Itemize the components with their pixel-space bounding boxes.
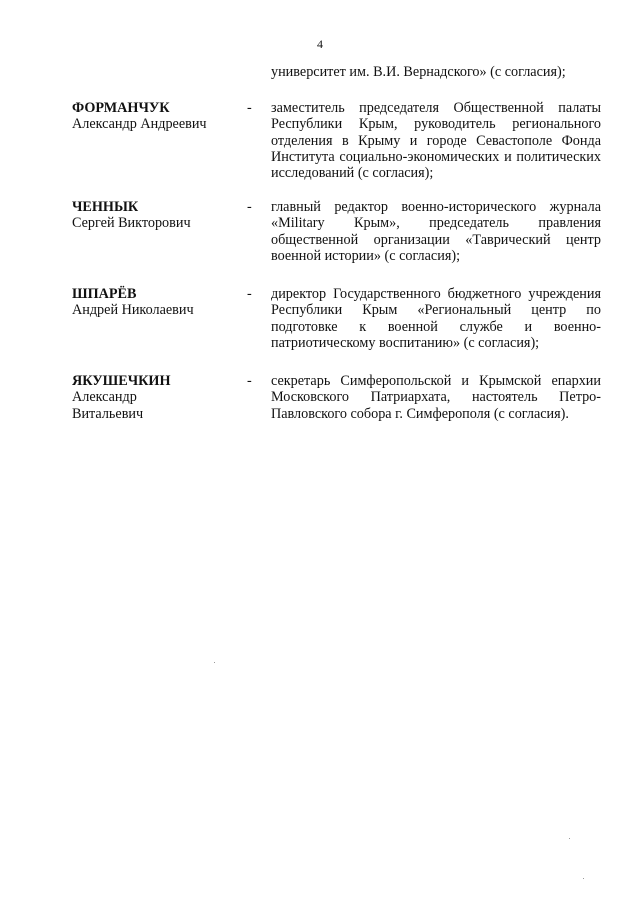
scan-speck bbox=[569, 838, 570, 839]
separator-dash: - bbox=[247, 373, 252, 389]
member-description: директор Государственного бюджетного учреждения Республики Крым «Региональный центр по подготовке к военной службе и военно-патриотическому воспитанию» (с согласия); bbox=[271, 286, 601, 351]
member-description: секретарь Симферопольской и Крымской епархии Московского Патриархата, настоятель Петро-Павловского собора г. Симферополя (с согласия). bbox=[271, 373, 601, 422]
member-surname: ШПАРЁВ bbox=[72, 286, 137, 302]
member-given-names: Сергей Викторович bbox=[72, 215, 191, 232]
member-surname: ЯКУШЕЧКИН bbox=[72, 373, 171, 389]
member-given-names: Александр Витальевич bbox=[72, 389, 144, 422]
continuation-text: университет им. В.И. Вернадского» (с согласия); bbox=[271, 64, 566, 80]
member-description: заместитель председателя Общественной палаты Республики Крым, руководитель регионального отделения в Крыму и городе Севастополе Фонда Института социально-экономических и политических исследований (с согласия); bbox=[271, 100, 601, 182]
member-name bbox=[72, 286, 237, 319]
scan-speck bbox=[583, 878, 584, 879]
member-description: главный редактор военно-исторического журнала «Military Крым», председатель правления общественной организации «Таврический центр военной истории» (с согласия); bbox=[271, 199, 601, 264]
member-given-names: Андрей Николаевич bbox=[72, 302, 194, 319]
member-surname: ФОРМАНЧУК bbox=[72, 100, 170, 116]
separator-dash: - bbox=[247, 100, 252, 116]
member-name bbox=[72, 199, 237, 232]
page-number: 4 bbox=[317, 37, 323, 51]
member-given-names: Александр Андреевич bbox=[72, 116, 207, 133]
member-name bbox=[72, 100, 237, 133]
member-surname: ЧЕННЫК bbox=[72, 199, 139, 215]
member-name bbox=[72, 373, 237, 422]
separator-dash: - bbox=[247, 286, 252, 302]
scan-speck bbox=[214, 662, 215, 663]
separator-dash: - bbox=[247, 199, 252, 215]
